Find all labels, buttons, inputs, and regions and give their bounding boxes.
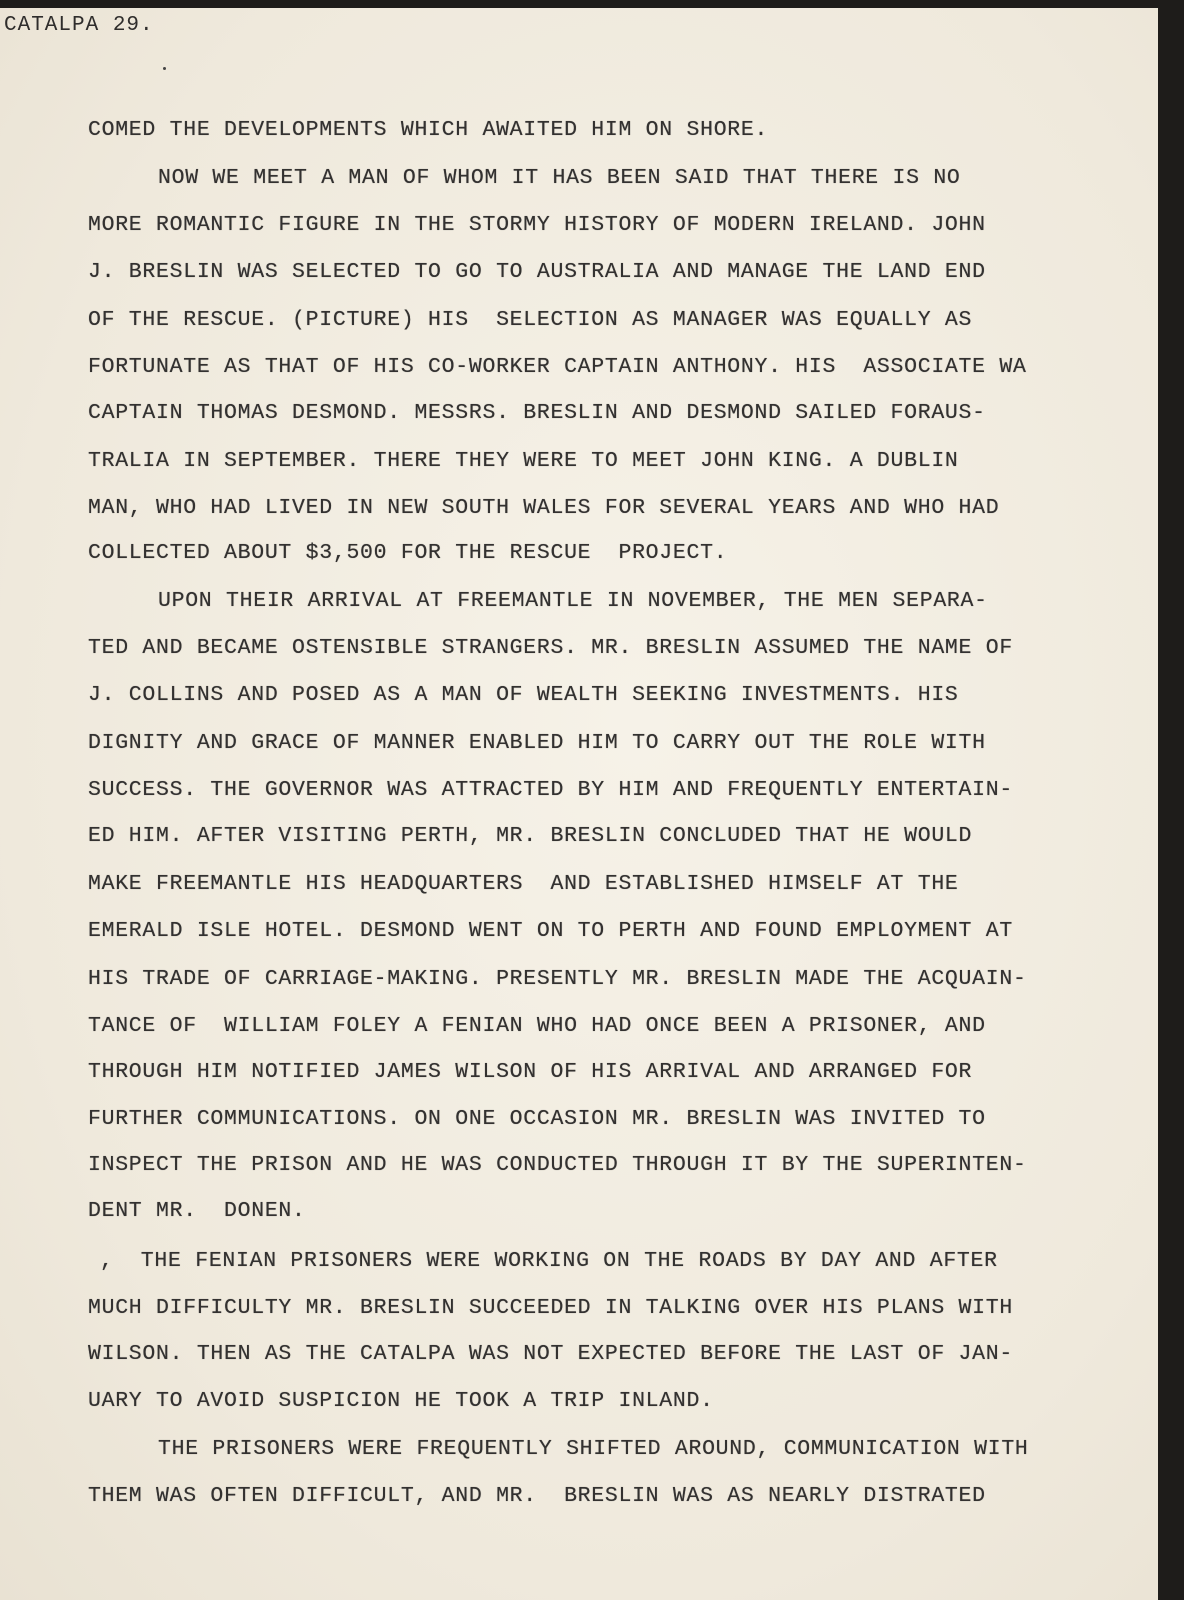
text-line: COLLECTED ABOUT $3,500 FOR THE RESCUE PROJECT. bbox=[88, 541, 728, 565]
text-line: J. BRESLIN WAS SELECTED TO GO TO AUSTRALIA AND MANAGE THE LAND END bbox=[88, 260, 986, 284]
text-line: INSPECT THE PRISON AND HE WAS CONDUCTED THROUGH IT BY THE SUPERINTEN- bbox=[88, 1153, 1027, 1177]
text-line: MUCH DIFFICULTY MR. BRESLIN SUCCEEDED IN TALKING OVER HIS PLANS WITH bbox=[88, 1296, 1013, 1320]
ink-speck bbox=[163, 67, 166, 70]
text-line: UPON THEIR ARRIVAL AT FREEMANTLE IN NOVEMBER, THE MEN SEPARA- bbox=[158, 589, 988, 613]
text-line: MAN, WHO HAD LIVED IN NEW SOUTH WALES FOR SEVERAL YEARS AND WHO HAD bbox=[88, 496, 1000, 520]
page-edge-shadow bbox=[1158, 0, 1184, 1600]
text-line: WILSON. THEN AS THE CATALPA WAS NOT EXPECTED BEFORE THE LAST OF JAN- bbox=[88, 1342, 1013, 1366]
text-line: ED HIM. AFTER VISITING PERTH, MR. BRESLIN CONCLUDED THAT HE WOULD bbox=[88, 824, 973, 848]
text-line: TRALIA IN SEPTEMBER. THERE THEY WERE TO MEET JOHN KING. A DUBLIN bbox=[88, 449, 959, 473]
text-line: FORTUNATE AS THAT OF HIS CO-WORKER CAPTAIN ANTHONY. HIS ASSOCIATE WA bbox=[88, 355, 1027, 379]
text-line: UARY TO AVOID SUSPICION HE TOOK A TRIP INLAND. bbox=[88, 1389, 714, 1413]
text-line: DENT MR. DONEN. bbox=[88, 1199, 306, 1223]
text-line: HIS TRADE OF CARRIAGE-MAKING. PRESENTLY MR. BRESLIN MADE THE ACQUAIN- bbox=[88, 967, 1027, 991]
text-line: NOW WE MEET A MAN OF WHOM IT HAS BEEN SAID THAT THERE IS NO bbox=[158, 166, 961, 190]
text-line: COMED THE DEVELOPMENTS WHICH AWAITED HIM ON SHORE. bbox=[88, 118, 769, 142]
text-line: THE PRISONERS WERE FREQUENTLY SHIFTED AROUND, COMMUNICATION WITH bbox=[158, 1437, 1029, 1461]
text-line: OF THE RESCUE. (PICTURE) HIS SELECTION AS MANAGER WAS EQUALLY AS bbox=[88, 308, 973, 332]
text-line: DIGNITY AND GRACE OF MANNER ENABLED HIM TO CARRY OUT THE ROLE WITH bbox=[88, 731, 986, 755]
text-line: TED AND BECAME OSTENSIBLE STRANGERS. MR. BRESLIN ASSUMED THE NAME OF bbox=[88, 636, 1013, 660]
page-header: CATALPA 29. bbox=[4, 14, 154, 37]
text-line: TANCE OF WILLIAM FOLEY A FENIAN WHO HAD ONCE BEEN A PRISONER, AND bbox=[88, 1014, 986, 1038]
text-line: THROUGH HIM NOTIFIED JAMES WILSON OF HIS ARRIVAL AND ARRANGED FOR bbox=[88, 1060, 973, 1084]
text-line: SUCCESS. THE GOVERNOR WAS ATTRACTED BY HIM AND FREQUENTLY ENTERTAIN- bbox=[88, 778, 1013, 802]
text-line: CAPTAIN THOMAS DESMOND. MESSRS. BRESLIN AND DESMOND SAILED FORAUS- bbox=[88, 401, 986, 425]
text-line: MORE ROMANTIC FIGURE IN THE STORMY HISTORY OF MODERN IRELAND. JOHN bbox=[88, 213, 986, 237]
text-line: J. COLLINS AND POSED AS A MAN OF WEALTH SEEKING INVESTMENTS. HIS bbox=[88, 683, 959, 707]
text-line: , THE FENIAN PRISONERS WERE WORKING ON THE ROADS BY DAY AND AFTER bbox=[100, 1249, 998, 1273]
text-line: MAKE FREEMANTLE HIS HEADQUARTERS AND ESTABLISHED HIMSELF AT THE bbox=[88, 872, 959, 896]
text-line: EMERALD ISLE HOTEL. DESMOND WENT ON TO PERTH AND FOUND EMPLOYMENT AT bbox=[88, 919, 1013, 943]
text-line: THEM WAS OFTEN DIFFICULT, AND MR. BRESLIN WAS AS NEARLY DISTRATED bbox=[88, 1484, 986, 1508]
text-line: FURTHER COMMUNICATIONS. ON ONE OCCASION MR. BRESLIN WAS INVITED TO bbox=[88, 1107, 986, 1131]
